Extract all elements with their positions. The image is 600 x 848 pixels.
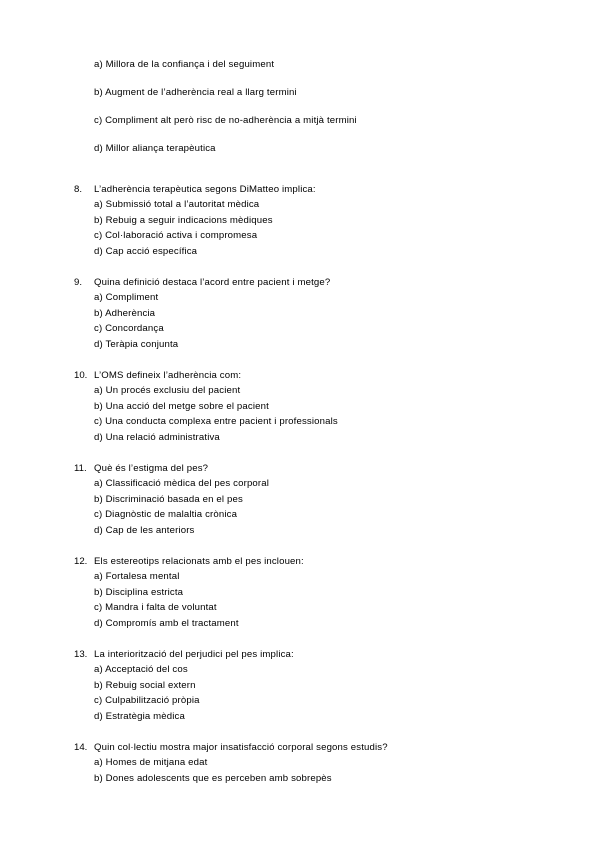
question-text: La interiorització del perjudici pel pes implica: bbox=[94, 649, 294, 660]
option-d: d) Cap acció específica bbox=[94, 246, 198, 257]
question-text: Els estereotips relacionats amb el pes inclouen: bbox=[94, 556, 304, 567]
question-text: L’adherència terapèutica segons DiMatteo implica: bbox=[94, 184, 316, 195]
option-d: d) Estratègia mèdica bbox=[94, 711, 185, 722]
question-number: 11. bbox=[74, 463, 87, 474]
question-text: Quin col·lectiu mostra major insatisfacció corporal segons estudis? bbox=[94, 742, 388, 753]
option-a: a) Submissió total a l’autoritat mèdica bbox=[94, 199, 260, 210]
question-number: 13. bbox=[74, 649, 88, 660]
option-c: c) Una conducta complexa entre pacient i professionals bbox=[94, 416, 338, 427]
option-a: a) Fortalesa mental bbox=[94, 571, 180, 582]
question-number: 10. bbox=[74, 370, 88, 381]
option-a: a) Homes de mitjana edat bbox=[94, 757, 208, 768]
option-b: b) Rebuig a seguir indicacions mèdiques bbox=[94, 215, 273, 226]
option-c: c) Culpabilització pròpia bbox=[94, 695, 200, 706]
option-a: a) Classificació mèdica del pes corporal bbox=[94, 478, 270, 489]
question-number: 12. bbox=[74, 556, 88, 567]
option-d: d) Compromís amb el tractament bbox=[94, 618, 239, 629]
previous-option-a: a) Millora de la confiança i del seguiment bbox=[94, 59, 275, 70]
option-c: c) Concordança bbox=[94, 323, 164, 334]
option-b: b) Dones adolescents que es perceben amb sobrepès bbox=[94, 773, 332, 784]
option-d: d) Cap de les anteriors bbox=[94, 525, 195, 536]
previous-option-d: d) Millor aliança terapèutica bbox=[94, 143, 216, 154]
question-number: 14. bbox=[74, 742, 88, 753]
option-b: b) Adherència bbox=[94, 308, 156, 319]
option-c: c) Diagnòstic de malaltia crònica bbox=[94, 509, 238, 520]
question-number: 9. bbox=[74, 277, 83, 288]
question-number: 8. bbox=[74, 184, 83, 195]
option-b: b) Rebuig social extern bbox=[94, 680, 196, 691]
question-text: Què és l’estigma del pes? bbox=[94, 463, 209, 474]
option-b: b) Disciplina estricta bbox=[94, 587, 184, 598]
option-b: b) Una acció del metge sobre el pacient bbox=[94, 401, 269, 412]
option-a: a) Acceptació del cos bbox=[94, 664, 188, 675]
option-c: c) Col·laboració activa i compromesa bbox=[94, 230, 258, 241]
option-d: d) Una relació administrativa bbox=[94, 432, 220, 443]
option-a: a) Un procés exclusiu del pacient bbox=[94, 385, 241, 396]
previous-option-b: b) Augment de l’adherència real a llarg termini bbox=[94, 87, 297, 98]
option-d: d) Teràpia conjunta bbox=[94, 339, 179, 350]
option-a: a) Compliment bbox=[94, 292, 159, 303]
previous-option-c: c) Compliment alt però risc de no-adherència a mitjà termini bbox=[94, 115, 357, 126]
option-b: b) Discriminació basada en el pes bbox=[94, 494, 243, 505]
question-text: Quina definició destaca l’acord entre pacient i metge? bbox=[94, 277, 331, 288]
question-text: L’OMS defineix l’adherència com: bbox=[94, 370, 242, 381]
option-c: c) Mandra i falta de voluntat bbox=[94, 602, 217, 613]
